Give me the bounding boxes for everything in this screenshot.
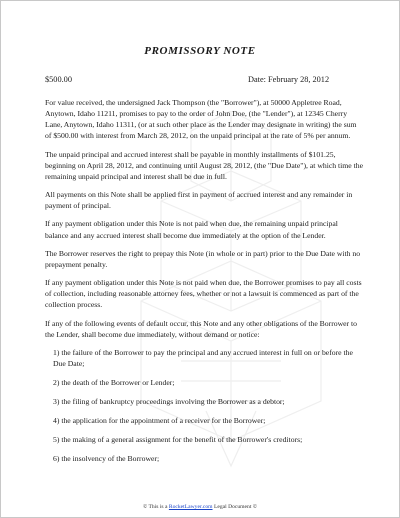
default-event-item: 1) the failure of the Borrower to pay the principal and any accrued interest in full on or before the Due Date; [53,348,353,369]
paragraph-default: If any of the following events of default occur, this Note and any other obligations of the Borrower to the Lender, shall become due immediately, without demand or notice: [45,318,358,339]
default-event-item: 6) the insolvency of the Borrower; [53,453,160,463]
default-event-item: 5) the making of a general assignment for the benefit of the Borrower's creditors; [53,434,303,444]
note-date: Date: February 28, 2012 [248,75,330,84]
footer-prefix: © This is a [142,504,168,510]
footer-suffix: Legal Document © [213,504,258,510]
footer-link[interactable]: RocketLawyer.com [168,504,213,510]
default-event-item: 3) the filing of bankruptcy proceedings involving the Borrower as a debtor; [53,396,285,406]
paragraph-promise: For value received, the undersigned Jack Thompson (the "Borrower"), at 50000 Appletree Road, Anytown, Idaho 11211, promises to pay to the order of John Doe, (the "Lender"), at 12345 Cherry Lane, Anytown, Idaho 11311, (or at such other place as the Lender may designate in writing) the sum of $500.00 with interest from March 28, 2012, on the unpaid principal at the rate of 5% per annum. [45,98,357,141]
note-amount: $500.00 [45,75,72,84]
paragraph-installments: The unpaid principal and accrued interest shall be payable in monthly installments of $101.25, beginning on April 28, 2012, and continuing until August 28, 2012, (the "Due Date"), at which time the remaining unpaid principal and interest shall be due in full. [45,149,364,181]
paragraph-acceleration: If any payment obligation under this Note is not paid when due, the remaining unpaid principal balance and any accrued interest shall become due immediately at the option of the Lender. [45,219,338,240]
page-footer [1,504,399,510]
document-body [45,97,363,471]
document-title: PROMISSORY NOTE [144,45,256,57]
paragraph-application: All payments on this Note shall be applied first in payment of accrued interest and any remainder in payment of principal. [45,190,353,211]
default-event-item: 2) the death of the Borrower or Lender; [53,377,175,387]
paragraph-collection-costs: If any payment obligation under this Note is not paid when due, the Borrower promises to pay all costs of collection, including reasonable attorney fees, whether or not a lawsuit is commenced as part of the collection process. [45,278,362,310]
paragraph-prepayment: The Borrower reserves the right to prepay this Note (in whole or in part) prior to the Due Date with no prepayment penalty. [45,248,361,269]
default-event-item: 4) the application for the appointment of a receiver for the Borrower; [53,415,266,425]
